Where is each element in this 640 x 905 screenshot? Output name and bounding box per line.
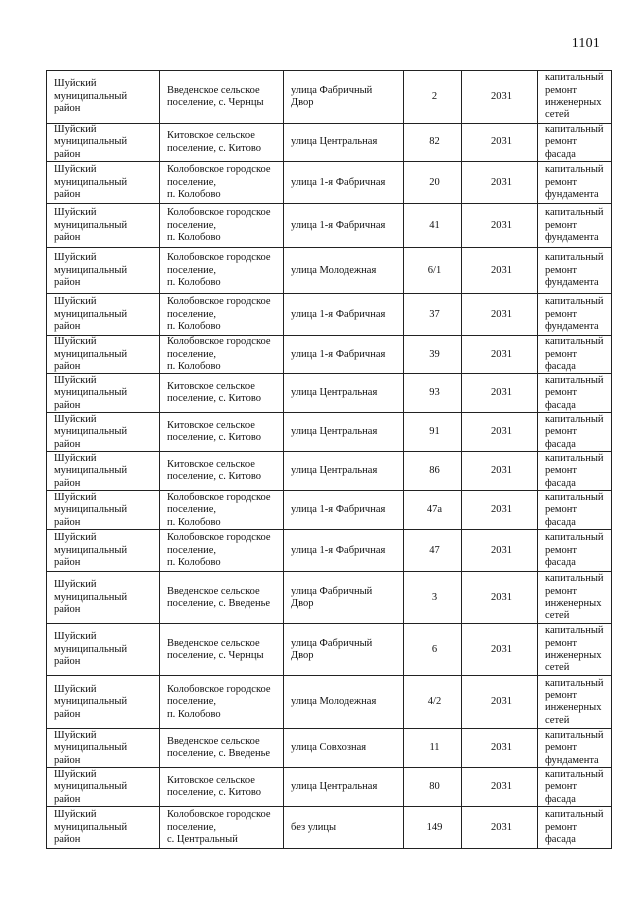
table-row [47,374,612,413]
table-row [47,124,612,162]
street-cell [284,729,404,768]
work-type-cell-text: капитальный ремонт фасада [545,491,604,528]
house-number-cell-text: 41 [429,219,440,231]
settlement-cell [160,248,284,294]
street-cell [284,336,404,374]
district-cell-text: Шуйский муниципальный район [54,374,128,411]
street-cell-text: улица Центральная [291,465,378,477]
settlement-cell [160,530,284,572]
street-cell [284,124,404,162]
house-number-cell-text: 86 [429,465,440,477]
district-cell-text: Шуйский муниципальный район [54,631,128,668]
district-cell [47,162,160,204]
work-type-cell-text: капитальный ремонт фасада [545,452,604,489]
year-cell [462,572,538,624]
year-cell-text: 2031 [491,544,512,556]
table-row [47,204,612,248]
work-type-cell-text: капитальный ремонт фасада [545,809,604,846]
year-cell-text: 2031 [491,781,512,793]
table-row [47,413,612,452]
year-cell-text: 2031 [491,504,512,516]
district-cell [47,807,160,849]
year-cell-text: 2031 [491,308,512,320]
table-row [47,452,612,491]
district-cell [47,71,160,124]
street-cell [284,204,404,248]
work-type-cell [538,162,612,204]
settlement-cell-text: Колобовское городское поселение, п. Колобово [167,252,271,288]
house-number-cell [404,71,462,124]
house-number-cell-text: 11 [429,742,440,754]
district-cell [47,124,160,162]
settlement-cell [160,294,284,336]
district-cell [47,530,160,572]
street-cell [284,530,404,572]
street-cell-text: улица Центральная [291,426,378,438]
house-number-cell-text: 149 [426,821,443,833]
work-type-cell [538,729,612,768]
table-row [47,294,612,336]
year-cell-text: 2031 [491,176,512,188]
house-number-cell [404,807,462,849]
year-cell [462,768,538,807]
work-type-cell [538,294,612,336]
house-number-cell [404,624,462,676]
district-cell-text: Шуйский муниципальный район [54,532,128,569]
settlement-cell [160,452,284,491]
street-cell [284,162,404,204]
year-cell-text: 2031 [491,90,512,102]
house-number-cell-text: 37 [429,308,440,320]
settlement-cell-text: Введенское сельское поселение, с. Чернцы [167,84,264,108]
year-cell-text: 2031 [491,219,512,231]
district-cell [47,294,160,336]
street-cell [284,491,404,530]
settlement-cell [160,374,284,413]
district-cell-text: Шуйский муниципальный район [54,768,128,805]
work-type-cell [538,124,612,162]
house-number-cell [404,676,462,729]
work-type-cell-text: капитальный ремонт фундамента [545,164,604,200]
street-cell [284,676,404,729]
street-cell-text: улица 1-я Фабричная [291,348,386,360]
street-cell [284,624,404,676]
settlement-cell [160,413,284,452]
table-row [47,572,612,624]
work-type-cell [538,413,612,452]
house-number-cell [404,374,462,413]
district-cell [47,491,160,530]
work-type-cell-text: капитальный ремонт инженерных сетей [545,677,604,726]
settlement-cell [160,676,284,729]
year-cell [462,336,538,374]
work-type-cell-text: капитальный ремонт фасада [545,336,604,373]
table-row [47,248,612,294]
settlement-cell [160,204,284,248]
year-cell [462,807,538,849]
work-type-cell-text: капитальный ремонт фундамента [545,296,604,332]
work-type-cell-text: капитальный ремонт фасада [545,532,604,569]
year-cell [462,530,538,572]
table-row [47,768,612,807]
work-type-cell [538,248,612,294]
house-number-cell-text: 39 [429,348,440,360]
street-cell-text: улица Фабричный Двор [291,585,373,609]
house-number-cell [404,204,462,248]
district-cell [47,336,160,374]
street-cell [284,807,404,849]
work-type-cell [538,624,612,676]
year-cell-text: 2031 [491,426,512,438]
house-number-cell-text: 2 [431,90,438,102]
street-cell [284,294,404,336]
district-cell-text: Шуйский муниципальный район [54,579,128,616]
year-cell [462,374,538,413]
work-type-cell-text: капитальный ремонт инженерных сетей [545,625,604,674]
settlement-cell-text: Колобовское городское поселение, п. Колобово [167,336,271,373]
district-cell-text: Шуйский муниципальный район [54,413,128,450]
district-cell-text: Шуйский муниципальный район [54,452,128,489]
year-cell [462,624,538,676]
district-cell-text: Шуйский муниципальный район [54,164,128,200]
settlement-cell [160,729,284,768]
district-cell [47,452,160,491]
house-number-cell [404,124,462,162]
house-number-cell [404,413,462,452]
page-number: 1101 [571,36,600,51]
house-number-cell [404,336,462,374]
year-cell-text: 2031 [491,591,512,603]
settlement-cell [160,124,284,162]
table-row [47,729,612,768]
street-cell [284,248,404,294]
settlement-cell-text: Колобовское городское поселение, п. Колобово [167,491,271,528]
settlement-cell-text: Китовское сельское поселение, с. Китово [167,775,261,799]
street-cell-text: улица 1-я Фабричная [291,176,386,188]
table-row [47,491,612,530]
street-cell-text: улица Центральная [291,387,378,399]
settlement-cell-text: Колобовское городское поселение, п. Колобово [167,683,271,720]
district-cell [47,204,160,248]
year-cell [462,71,538,124]
house-number-cell-text: 82 [429,136,440,148]
house-number-cell [404,162,462,204]
settlement-cell-text: Китовское сельское поселение, с. Китово [167,381,261,405]
settlement-cell-text: Введенское сельское поселение, с. Чернцы [167,637,264,661]
district-cell-text: Шуйский муниципальный район [54,252,128,288]
street-cell-text: улица Центральная [291,136,378,148]
table-row [47,162,612,204]
district-cell [47,374,160,413]
house-number-cell-text: 91 [429,426,440,438]
work-type-cell-text: капитальный ремонт фасада [545,768,604,805]
settlement-cell-text: Колобовское городское поселение, п. Колобово [167,296,271,332]
table-row [47,336,612,374]
street-cell [284,572,404,624]
district-cell [47,729,160,768]
table-row [47,676,612,729]
house-number-cell [404,768,462,807]
year-cell-text: 2031 [491,264,512,276]
year-cell-text: 2031 [491,696,512,708]
year-cell [462,676,538,729]
district-cell-text: Шуйский муниципальный район [54,729,128,766]
year-cell [462,294,538,336]
house-number-cell-text: 20 [429,176,440,188]
district-cell [47,413,160,452]
work-type-cell-text: капитальный ремонт инженерных сетей [545,573,604,622]
street-cell [284,768,404,807]
street-cell-text: улица Молодежная [291,264,377,276]
year-cell [462,124,538,162]
settlement-cell [160,768,284,807]
work-type-cell-text: капитальный ремонт фасада [545,124,604,160]
year-cell-text: 2031 [491,348,512,360]
year-cell [462,204,538,248]
district-cell-text: Шуйский муниципальный район [54,78,128,115]
work-type-cell [538,452,612,491]
work-type-cell [538,336,612,374]
settlement-cell-text: Колобовское городское поселение, п. Колобово [167,164,271,200]
district-cell-text: Шуйский муниципальный район [54,296,128,332]
year-cell [462,413,538,452]
settlement-cell [160,624,284,676]
work-type-cell [538,530,612,572]
work-type-cell-text: капитальный ремонт фундамента [545,207,604,243]
district-cell [47,676,160,729]
settlement-cell-text: Китовское сельское поселение, с. Китово [167,130,261,154]
work-type-cell [538,768,612,807]
year-cell-text: 2031 [491,136,512,148]
settlement-cell-text: Китовское сельское поселение, с. Китово [167,459,261,483]
year-cell [462,729,538,768]
work-type-cell [538,676,612,729]
year-cell-text: 2031 [491,742,512,754]
settlement-cell [160,491,284,530]
year-cell [462,248,538,294]
settlement-cell [160,71,284,124]
street-cell [284,374,404,413]
district-cell-text: Шуйский муниципальный район [54,336,128,373]
district-cell-text: Шуйский муниципальный район [54,683,128,720]
house-number-cell [404,248,462,294]
table-row [47,71,612,124]
work-type-cell [538,491,612,530]
street-cell-text: улица Центральная [291,781,378,793]
street-cell-text: улица Фабричный Двор [291,637,373,661]
year-cell-text: 2031 [491,387,512,399]
settlement-cell-text: Колобовское городское поселение, п. Колобово [167,532,271,569]
year-cell-text: 2031 [491,465,512,477]
house-number-cell [404,491,462,530]
settlement-cell [160,336,284,374]
district-cell-text: Шуйский муниципальный район [54,207,128,243]
house-number-cell-text: 93 [429,387,440,399]
house-number-cell-text: 4/2 [427,696,442,708]
house-number-cell-text: 47 [429,544,440,556]
table-row [47,624,612,676]
year-cell-text: 2031 [491,821,512,833]
district-cell [47,768,160,807]
work-type-cell [538,572,612,624]
work-type-cell-text: капитальный ремонт фундамента [545,729,604,766]
year-cell-text: 2031 [491,643,512,655]
settlement-cell-text: Китовское сельское поселение, с. Китово [167,420,261,444]
street-cell-text: улица Фабричный Двор [291,84,373,108]
house-number-cell [404,452,462,491]
street-cell-text: улица 1-я Фабричная [291,504,386,516]
work-type-cell [538,204,612,248]
street-cell-text: без улицы [291,821,337,833]
house-number-cell [404,572,462,624]
street-cell [284,413,404,452]
year-cell [462,162,538,204]
street-cell [284,71,404,124]
district-cell-text: Шуйский муниципальный район [54,491,128,528]
street-cell [284,452,404,491]
table-body [47,71,612,849]
work-type-cell-text: капитальный ремонт фасада [545,413,604,450]
street-cell-text: улица 1-я Фабричная [291,544,386,556]
settlement-cell [160,572,284,624]
year-cell [462,491,538,530]
street-cell-text: улица Молодежная [291,696,377,708]
work-type-cell [538,374,612,413]
table-row [47,530,612,572]
work-type-cell [538,71,612,124]
house-number-cell-text: 80 [429,781,440,793]
district-cell [47,248,160,294]
house-number-cell-text: 47а [426,504,443,516]
district-cell [47,572,160,624]
street-cell-text: улица 1-я Фабричная [291,219,386,231]
district-cell-text: Шуйский муниципальный район [54,809,128,846]
table-row [47,807,612,849]
settlement-cell-text: Колобовское городское поселение, с. Центральный [167,809,271,846]
settlement-cell [160,807,284,849]
work-type-cell [538,807,612,849]
house-number-cell [404,729,462,768]
street-cell-text: улица Совхозная [291,742,367,754]
district-cell [47,624,160,676]
house-number-cell-text: 6/1 [427,264,442,276]
house-number-cell-text: 6 [431,643,438,655]
capital-repair-table [46,70,612,849]
settlement-cell [160,162,284,204]
house-number-cell [404,294,462,336]
house-number-cell-text: 3 [431,591,438,603]
street-cell-text: улица 1-я Фабричная [291,308,386,320]
house-number-cell [404,530,462,572]
work-type-cell-text: капитальный ремонт инженерных сетей [545,72,604,121]
work-type-cell-text: капитальный ремонт фундамента [545,252,604,288]
year-cell [462,452,538,491]
settlement-cell-text: Колобовское городское поселение, п. Колобово [167,207,271,243]
settlement-cell-text: Введенское сельское поселение, с. Введенье [167,736,271,760]
district-cell-text: Шуйский муниципальный район [54,124,128,160]
work-type-cell-text: капитальный ремонт фасада [545,374,604,411]
settlement-cell-text: Введенское сельское поселение, с. Введенье [167,585,271,609]
